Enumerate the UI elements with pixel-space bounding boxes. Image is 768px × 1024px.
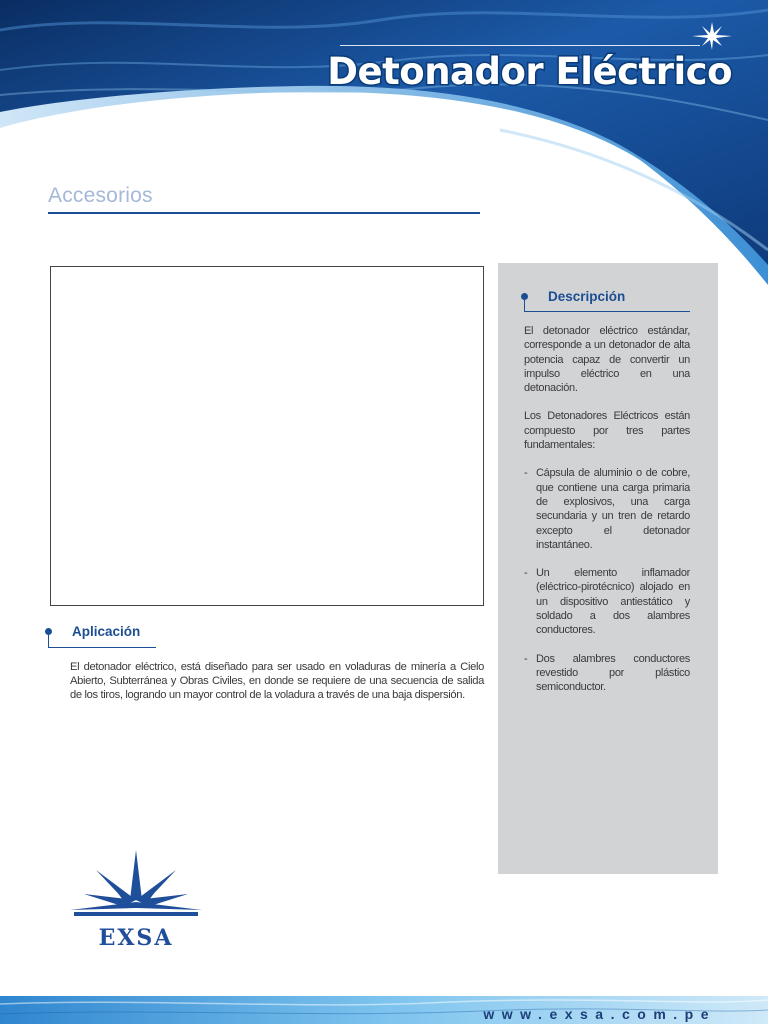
descripcion-heading: Descripción (548, 289, 626, 304)
list-dash: - (524, 467, 528, 480)
section-title: Accesorios (48, 184, 153, 207)
aplicacion-bullet-stem (48, 635, 49, 647)
aplicacion-bullet-icon (45, 628, 52, 635)
list-item-text: Dos alambres conductores revestido por plástico semiconductor. (536, 652, 690, 694)
list-item (524, 652, 690, 695)
aplicacion-rule (48, 647, 156, 648)
descripcion-paragraph: Los Detonadores Eléctricos están compuesto por tres partes fundamentales: (524, 410, 690, 452)
list-dash: - (524, 652, 528, 665)
list-item (524, 566, 690, 637)
component-list (524, 466, 690, 694)
descripcion-rule (524, 311, 690, 312)
list-item-text: Cápsula de aluminio o de cobre, que contiene una carga primaria de explosivos, una carga secundaria y un tren de retardo excepto el detonador instantáneo. (536, 467, 690, 551)
descripcion-body (524, 324, 690, 709)
logo-wordmark: EXSA (98, 925, 174, 951)
aplicacion-heading: Aplicación (72, 624, 141, 639)
page-title: Detonador Eléctrico (327, 50, 732, 93)
footer-url-link[interactable]: www.exsa.com.pe (483, 1006, 716, 1022)
list-item-text: Un elemento inflamador (eléctrico-pirotécnico) alojado en un dispositivo antiestático y soldado a dos alambres conductores. (536, 567, 690, 637)
aplicacion-text: El detonador eléctrico, está diseñado para ser usado en voladuras de minería a Cielo Abierto, Subterránea y Obras Civiles, en donde se requiere de una secuencia de salida de los tiros, logrando un mayor control de la voladura a través de una baja dispersión. (70, 661, 484, 702)
list-dash: - (524, 567, 528, 580)
title-rule (340, 45, 700, 46)
descripcion-bullet-stem (524, 300, 525, 311)
exsa-starburst-logo-icon (70, 850, 202, 910)
product-image-frame (50, 266, 484, 606)
descripcion-bullet-icon (521, 293, 528, 300)
exsa-logo (66, 848, 206, 952)
descripcion-paragraph: El detonador eléctrico estándar, corresponde a un detonador de alta potencia capaz de convertir un impulso eléctrico en una detonación. (524, 325, 690, 395)
list-item (524, 466, 690, 552)
section-rule (48, 212, 480, 214)
starburst-icon (692, 22, 732, 50)
